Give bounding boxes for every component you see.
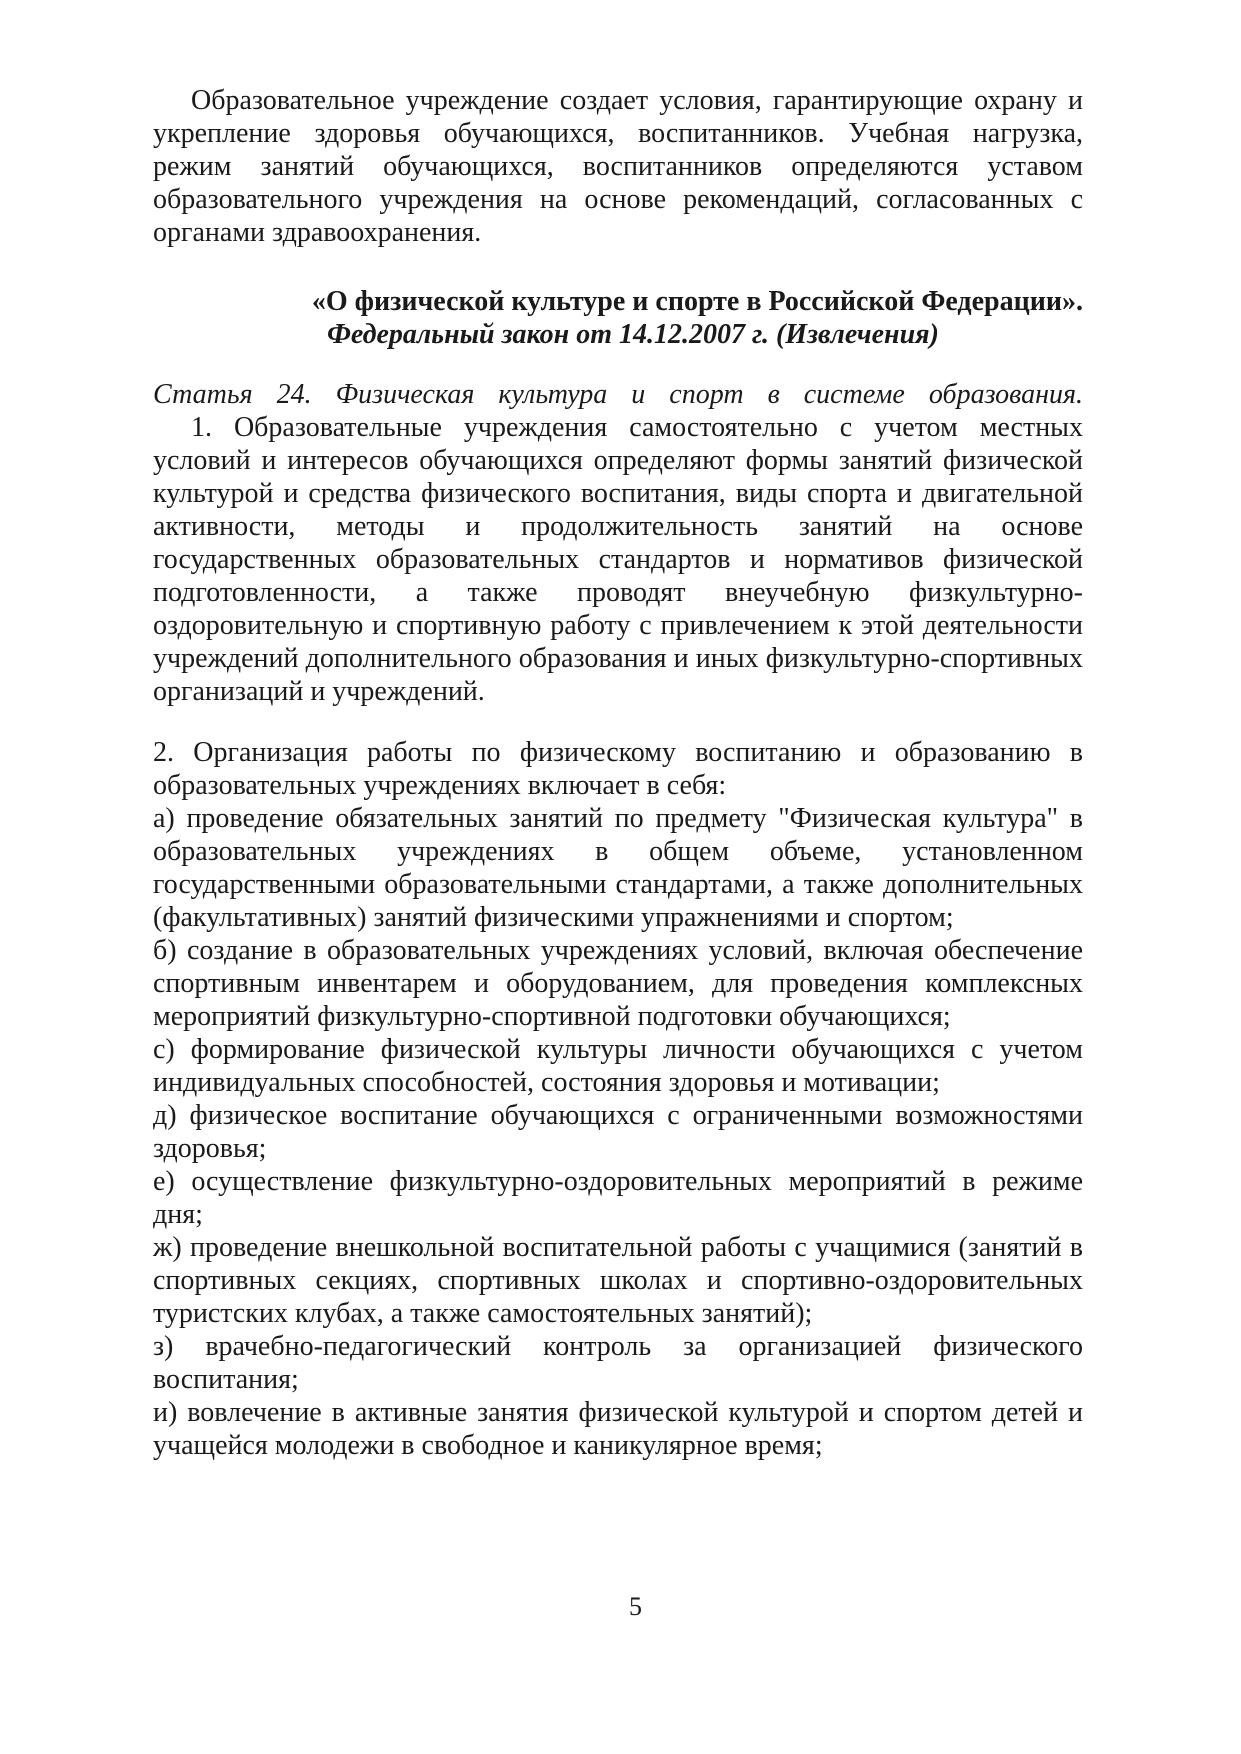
- intro-paragraph: Образовательное учреждение создает условия, гарантирующие охрану и укрепление здоровья обучающихся, воспитанников. Учебная нагрузка, режим занятий обучающихся, воспитанников определяются уставом образовательного учреждения на основе рекомендаций, согласованных с органами здравоохранения.: [153, 85, 1083, 248]
- list-item-i: и) вовлечение в активные занятия физической культурой и спортом детей и учащейся молодежи в свободное и каникулярное время;: [153, 1397, 1083, 1461]
- list-item-c: с) формирование физической культуры личности обучающихся с учетом индивидуальных способностей, состояния здоровья и мотивации;: [153, 1034, 1083, 1098]
- document-page: [153, 84, 1083, 1462]
- list-item-d: д) физическое воспитание обучающихся с ограниченными возможностями здоровья;: [153, 1100, 1083, 1164]
- list-item-z: з) врачебно-педагогический контроль за организацией физического воспитания;: [153, 1331, 1083, 1395]
- law-subtitle: Федеральный закон от 14.12.2007 г. (Извлечения): [327, 319, 939, 350]
- law-title: «О физической культуре и спорте в Российской Федерации».: [311, 286, 1083, 317]
- law-heading: [153, 285, 1083, 351]
- page-number: 5: [629, 1592, 642, 1621]
- list-item-zh: ж) проведение внешкольной воспитательной работы с учащимися (занятий в спортивных секциях, спортивных школах и спортивно-оздоровительных туристских клубах, а также самостоятельных занятий);: [153, 1232, 1083, 1329]
- article-title: Статья 24. Физическая культура и спорт в системе образования.: [153, 379, 1083, 410]
- article-paragraph-2-intro: 2. Организация работы по физическому воспитанию и образованию в образовательных учреждениях включает в себя:: [153, 737, 1083, 801]
- article-paragraph-1: 1. Образовательные учреждения самостоятельно с учетом местных условий и интересов обучающихся определяют формы занятий физической культурой и средства физического воспитания, виды спорта и двигательной активности, методы и продолжительность занятий на основе государственных образовательных стандартов и нормативов физической подготовленности, а также проводят внеучебную физкультурно-оздоровительную и спортивную работу с привлечением к этой деятельности учреждений дополнительного образования и иных физкультурно-спортивных организаций и учреждений.: [153, 412, 1083, 707]
- list-item-e: е) осуществление физкультурно-оздоровительных мероприятий в режиме дня;: [153, 1166, 1083, 1230]
- list-item-b: б) создание в образовательных учреждениях условий, включая обеспечение спортивным инвентарем и оборудованием, для проведения комплексных мероприятий физкультурно-спортивной подготовки обучающихся;: [153, 935, 1083, 1032]
- list-item-a: а) проведение обязательных занятий по предмету "Физическая культура" в образовательных учреждениях в общем объеме, установленном государственными образовательными стандартами, а также дополнительных (факультативных) занятий физическими упражнениями и спортом;: [153, 803, 1083, 933]
